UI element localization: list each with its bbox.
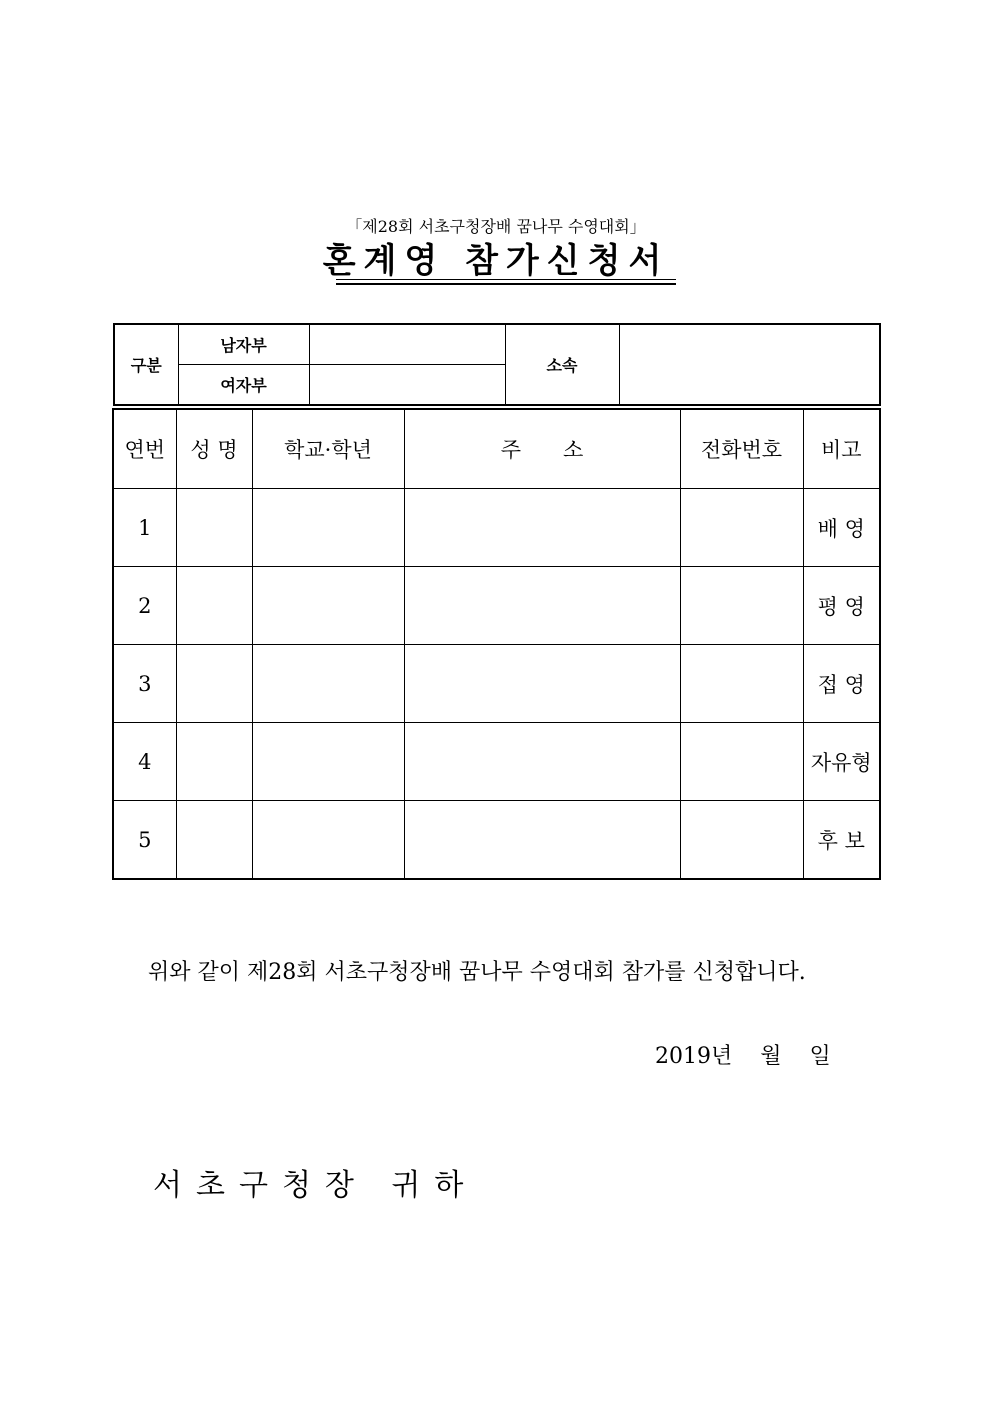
subtitle: 「제28회 서초구청장배 꿈나무 수영대회」 bbox=[346, 217, 646, 236]
table-row bbox=[113, 645, 880, 723]
name-field[interactable] bbox=[176, 567, 252, 645]
address-field[interactable] bbox=[404, 723, 680, 801]
column-header-no: 연번 bbox=[113, 409, 176, 489]
phone-field[interactable] bbox=[680, 567, 803, 645]
title-underline-thick bbox=[336, 283, 676, 285]
affiliation-label: 소속 bbox=[505, 324, 619, 405]
stroke-note: 배 영 bbox=[803, 489, 880, 567]
table-row bbox=[113, 723, 880, 801]
phone-field[interactable] bbox=[680, 801, 803, 880]
stroke-note: 평 영 bbox=[803, 567, 880, 645]
column-header-phone: 전화번호 bbox=[680, 409, 803, 489]
stroke-note: 자유형 bbox=[803, 723, 880, 801]
name-field[interactable] bbox=[176, 801, 252, 880]
table-row bbox=[113, 801, 880, 880]
phone-field[interactable] bbox=[680, 489, 803, 567]
stroke-note: 접 영 bbox=[803, 645, 880, 723]
school-field[interactable] bbox=[252, 567, 404, 645]
division-table bbox=[113, 323, 881, 406]
table-row bbox=[113, 567, 880, 645]
affiliation-field[interactable] bbox=[619, 324, 880, 405]
title-underline bbox=[336, 279, 676, 280]
name-field[interactable] bbox=[176, 645, 252, 723]
row-number: 5 bbox=[113, 801, 176, 880]
column-header-note: 비고 bbox=[803, 409, 880, 489]
women-division-field[interactable] bbox=[309, 365, 505, 406]
column-header-name: 성 명 bbox=[176, 409, 252, 489]
recipient: 서초구청장 귀하 bbox=[153, 1168, 478, 1203]
women-division-label: 여자부 bbox=[178, 365, 309, 406]
men-division-label: 남자부 bbox=[178, 324, 309, 365]
application-date: 2019년 월 일 bbox=[655, 1044, 831, 1069]
address-field[interactable] bbox=[404, 645, 680, 723]
application-statement: 위와 같이 제28회 서초구청장배 꿈나무 수영대회 참가를 신청합니다. bbox=[148, 960, 806, 985]
address-field[interactable] bbox=[404, 567, 680, 645]
address-field[interactable] bbox=[404, 801, 680, 880]
address-field[interactable] bbox=[404, 489, 680, 567]
name-field[interactable] bbox=[176, 489, 252, 567]
men-division-field[interactable] bbox=[309, 324, 505, 365]
row-number: 1 bbox=[113, 489, 176, 567]
participants-table bbox=[112, 408, 881, 880]
stroke-note: 후 보 bbox=[803, 801, 880, 880]
table-row bbox=[113, 489, 880, 567]
column-header-school: 학교·학년 bbox=[252, 409, 404, 489]
page-title: 혼계영 참가신청서 bbox=[322, 241, 670, 281]
school-field[interactable] bbox=[252, 645, 404, 723]
phone-field[interactable] bbox=[680, 723, 803, 801]
row-number: 3 bbox=[113, 645, 176, 723]
school-field[interactable] bbox=[252, 801, 404, 880]
row-number: 2 bbox=[113, 567, 176, 645]
school-field[interactable] bbox=[252, 723, 404, 801]
column-header-address: 주 소 bbox=[404, 409, 680, 489]
phone-field[interactable] bbox=[680, 645, 803, 723]
row-number: 4 bbox=[113, 723, 176, 801]
name-field[interactable] bbox=[176, 723, 252, 801]
division-label: 구분 bbox=[114, 324, 178, 405]
school-field[interactable] bbox=[252, 489, 404, 567]
table-header-row bbox=[113, 409, 880, 489]
